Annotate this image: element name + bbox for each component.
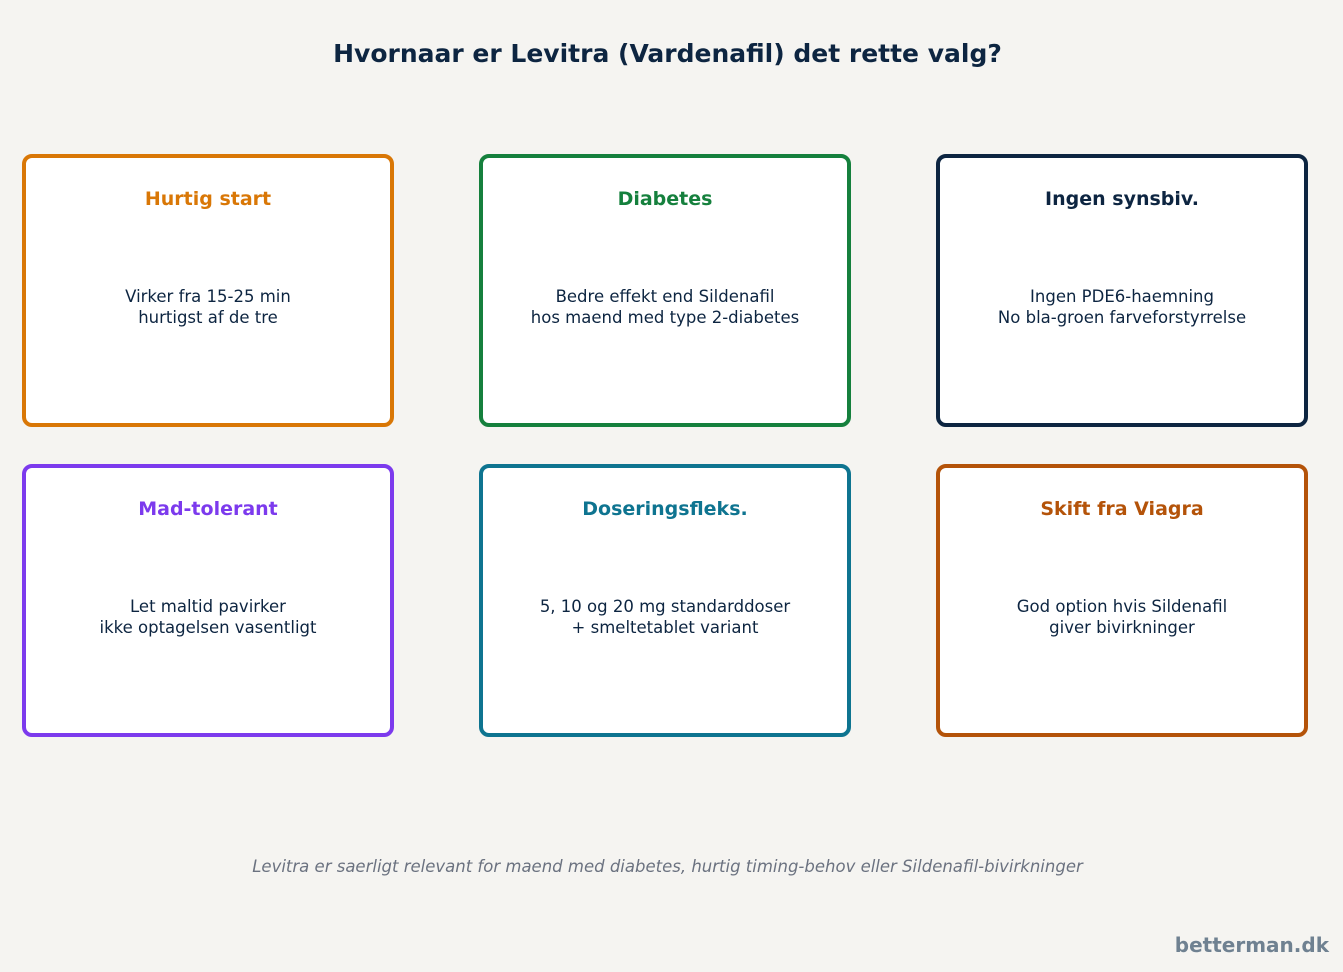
card-body-line: hos maend med type 2-diabetes [530,308,800,327]
card-doseringsfleks [479,464,851,737]
card-body [940,596,1304,638]
footnote: Levitra er saerligt relevant for maend med diabetes, hurtig timing-behov eller Sildenafil-bivirkninger [252,857,1083,876]
card-hurtig-start [22,154,394,427]
card-body-line: hurtigst af de tre [138,308,278,327]
card-body-line: Bedre effekt end Sildenafil [555,287,775,306]
card-heading: Doseringsfleks. [582,498,748,520]
card-ingen-synsbiv [936,154,1308,427]
card-heading: Diabetes [617,188,713,210]
card-heading: Mad-tolerant [138,498,278,520]
card-body-line: giver bivirkninger [1049,618,1195,637]
card-mad-tolerant [22,464,394,737]
card-body-line: God option hvis Sildenafil [1016,597,1228,616]
card-body-line: + smeltetablet variant [571,618,759,637]
card-body-line: Virker fra 15-25 min [125,287,291,306]
card-body-line: 5, 10 og 20 mg standarddoser [539,597,791,616]
card-heading: Skift fra Viagra [1040,498,1204,520]
card-body [483,596,847,638]
card-diabetes [479,154,851,427]
card-body [483,286,847,328]
page-title: Hvornaar er Levitra (Vardenafil) det rette valg? [333,39,1002,68]
card-body [26,286,390,328]
card-body-line: Ingen PDE6-haemning [1030,287,1214,306]
card-body [26,596,390,638]
brand-logo-text[interactable]: betterman.dk [1174,933,1329,957]
card-body-line: ikke optagelsen vasentligt [99,618,317,637]
card-body [940,286,1304,328]
card-skift-fra-viagra [936,464,1308,737]
card-heading: Ingen synsbiv. [1045,188,1199,210]
card-body-line: No bla-groen farveforstyrrelse [997,308,1247,327]
card-heading: Hurtig start [144,188,272,210]
card-body-line: Let maltid pavirker [130,597,286,616]
